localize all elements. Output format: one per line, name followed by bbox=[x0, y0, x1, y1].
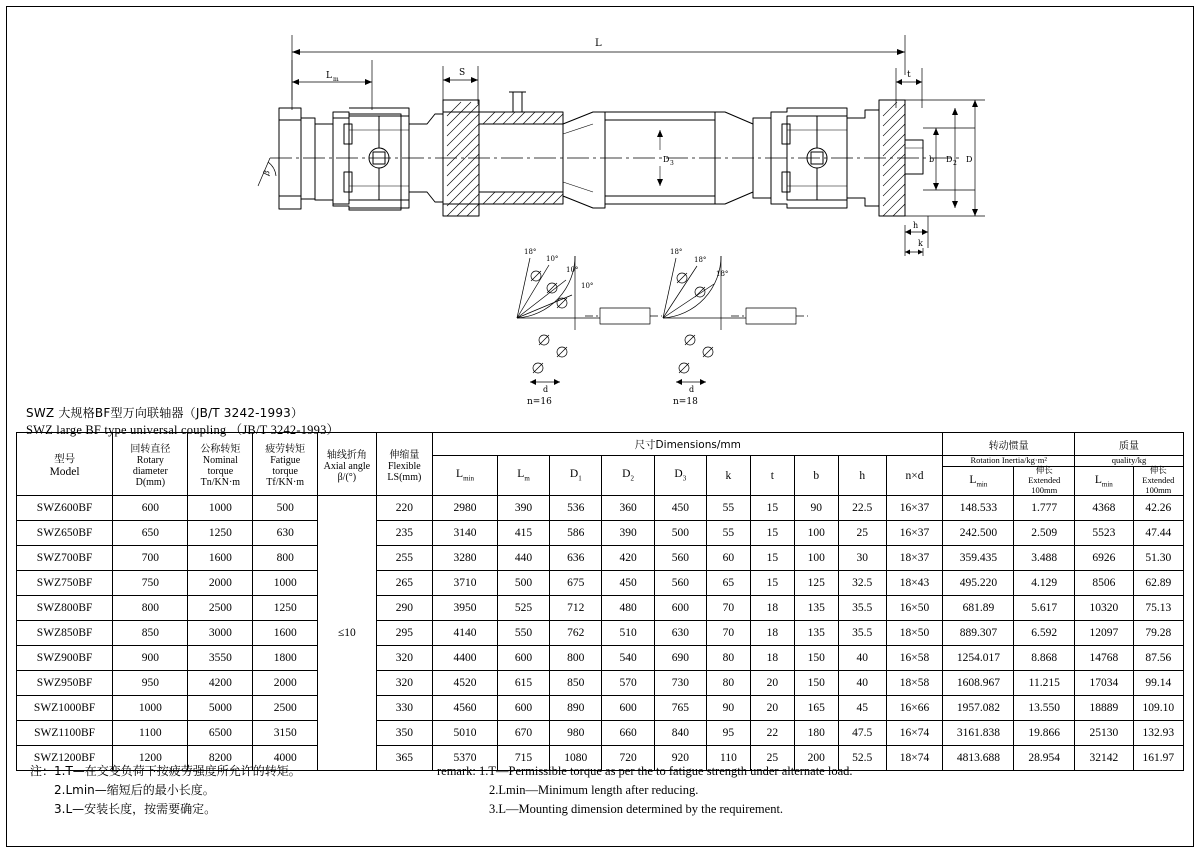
svg-text:m: m bbox=[333, 76, 339, 83]
cell-k: 55 bbox=[706, 521, 750, 546]
cell-inertia-extended: 1.777 bbox=[1014, 496, 1075, 521]
cell-rotary-diameter: 600 bbox=[113, 496, 188, 521]
cell-inertia-extended: 6.592 bbox=[1014, 621, 1075, 646]
table-row[interactable] bbox=[17, 521, 1184, 546]
cell-k: 60 bbox=[706, 546, 750, 571]
cell-b: 180 bbox=[794, 721, 838, 746]
cell-d3: 690 bbox=[654, 646, 706, 671]
cell-b: 135 bbox=[794, 596, 838, 621]
svg-text:S: S bbox=[459, 68, 466, 78]
cell-lm: 550 bbox=[497, 621, 549, 646]
table-row[interactable] bbox=[17, 721, 1184, 746]
cell-inertia-lmin: 4813.688 bbox=[943, 746, 1014, 771]
table-row[interactable] bbox=[17, 646, 1184, 671]
title-english: SWZ large BF type universal coupling （JB/T 3242-1993） bbox=[26, 423, 340, 437]
cell-lmin: 4400 bbox=[433, 646, 498, 671]
svg-text:2: 2 bbox=[953, 160, 957, 167]
cell-h: 32.5 bbox=[838, 571, 886, 596]
cell-nominal-torque: 4200 bbox=[188, 671, 253, 696]
cell-quality-lmin: 12097 bbox=[1075, 621, 1134, 646]
cell-b: 100 bbox=[794, 521, 838, 546]
cell-rotary-diameter: 950 bbox=[113, 671, 188, 696]
cell-d1: 536 bbox=[550, 496, 602, 521]
cell-quality-extended: 75.13 bbox=[1133, 596, 1183, 621]
cell-d3: 500 bbox=[654, 521, 706, 546]
cell-quality-lmin: 18889 bbox=[1075, 696, 1134, 721]
cell-flexible: 295 bbox=[376, 621, 432, 646]
cell-model: SWZ750BF bbox=[17, 571, 113, 596]
cell-b: 90 bbox=[794, 496, 838, 521]
th-nxd: n×d bbox=[886, 456, 943, 496]
cell-d3: 730 bbox=[654, 671, 706, 696]
note-en-2: 2.Lmin—Minimum length after reducing. bbox=[489, 783, 699, 797]
cell-h: 47.5 bbox=[838, 721, 886, 746]
table-row[interactable] bbox=[17, 621, 1184, 646]
svg-text:b: b bbox=[929, 155, 935, 164]
cell-k: 55 bbox=[706, 496, 750, 521]
table-row[interactable] bbox=[17, 546, 1184, 571]
cell-flexible: 235 bbox=[376, 521, 432, 546]
cell-d3: 600 bbox=[654, 596, 706, 621]
cell-lmin: 4520 bbox=[433, 671, 498, 696]
svg-text:D: D bbox=[966, 155, 973, 164]
cell-b: 125 bbox=[794, 571, 838, 596]
cell-d2: 720 bbox=[602, 746, 654, 771]
cell-t: 15 bbox=[750, 571, 794, 596]
svg-text:3: 3 bbox=[670, 160, 674, 167]
note-cn-2: 2.Lmin—缩短后的最小长度。 bbox=[54, 783, 215, 797]
cell-d2: 600 bbox=[602, 696, 654, 721]
cell-h: 35.5 bbox=[838, 621, 886, 646]
cell-b: 150 bbox=[794, 671, 838, 696]
cell-inertia-extended: 3.488 bbox=[1014, 546, 1075, 571]
cell-quality-extended: 51.30 bbox=[1133, 546, 1183, 571]
cell-nominal-torque: 2500 bbox=[188, 596, 253, 621]
cell-fatigue-torque: 630 bbox=[253, 521, 318, 546]
cell-model: SWZ1200BF bbox=[17, 746, 113, 771]
cell-model: SWZ850BF bbox=[17, 621, 113, 646]
cell-lmin: 3140 bbox=[433, 521, 498, 546]
svg-text:10°: 10° bbox=[581, 282, 594, 290]
th-t: t bbox=[750, 456, 794, 496]
cell-t: 18 bbox=[750, 646, 794, 671]
cell-model: SWZ1100BF bbox=[17, 721, 113, 746]
table-row[interactable] bbox=[17, 596, 1184, 621]
svg-text:h: h bbox=[913, 221, 919, 230]
cell-lmin: 4560 bbox=[433, 696, 498, 721]
cell-fatigue-torque: 1600 bbox=[253, 621, 318, 646]
cell-fatigue-torque: 800 bbox=[253, 546, 318, 571]
svg-text:d: d bbox=[543, 385, 549, 394]
cell-nxd: 16×58 bbox=[886, 646, 943, 671]
cell-rotary-diameter: 850 bbox=[113, 621, 188, 646]
cell-d1: 712 bbox=[550, 596, 602, 621]
cell-quality-extended: 87.56 bbox=[1133, 646, 1183, 671]
cell-quality-lmin: 8506 bbox=[1075, 571, 1134, 596]
cell-quality-lmin: 5523 bbox=[1075, 521, 1134, 546]
cell-quality-lmin: 4368 bbox=[1075, 496, 1134, 521]
th-inertia-unit: Rotation Inertia/kg·m² bbox=[943, 456, 1075, 467]
cell-t: 15 bbox=[750, 496, 794, 521]
cell-h: 40 bbox=[838, 646, 886, 671]
cell-flexible: 365 bbox=[376, 746, 432, 771]
cell-rotary-diameter: 750 bbox=[113, 571, 188, 596]
svg-text:18°: 18° bbox=[716, 270, 729, 278]
cell-nxd: 16×74 bbox=[886, 721, 943, 746]
cell-rotary-diameter: 1100 bbox=[113, 721, 188, 746]
cell-inertia-extended: 5.617 bbox=[1014, 596, 1075, 621]
svg-text:D: D bbox=[946, 155, 953, 164]
cell-d2: 540 bbox=[602, 646, 654, 671]
svg-text:n=16: n=16 bbox=[527, 397, 552, 407]
cell-quality-extended: 47.44 bbox=[1133, 521, 1183, 546]
cell-quality-extended: 99.14 bbox=[1133, 671, 1183, 696]
table-row[interactable] bbox=[17, 671, 1184, 696]
cell-inertia-lmin: 148.533 bbox=[943, 496, 1014, 521]
cell-lm: 670 bbox=[497, 721, 549, 746]
cell-fatigue-torque: 3150 bbox=[253, 721, 318, 746]
svg-text:10°: 10° bbox=[566, 266, 579, 274]
th-dimensions-group: 尺寸Dimensions/mm bbox=[433, 433, 943, 456]
cell-lm: 715 bbox=[497, 746, 549, 771]
spec-table-wrapper bbox=[16, 432, 1184, 771]
cell-model: SWZ950BF bbox=[17, 671, 113, 696]
cell-t: 20 bbox=[750, 671, 794, 696]
cell-inertia-extended: 2.509 bbox=[1014, 521, 1075, 546]
cell-h: 52.5 bbox=[838, 746, 886, 771]
cell-nxd: 18×43 bbox=[886, 571, 943, 596]
cell-rotary-diameter: 900 bbox=[113, 646, 188, 671]
cell-d1: 586 bbox=[550, 521, 602, 546]
cell-h: 30 bbox=[838, 546, 886, 571]
svg-text:D: D bbox=[663, 155, 670, 164]
cell-flexible: 290 bbox=[376, 596, 432, 621]
svg-text:β: β bbox=[261, 168, 272, 177]
cell-d1: 980 bbox=[550, 721, 602, 746]
cell-fatigue-torque: 1000 bbox=[253, 571, 318, 596]
cell-h: 22.5 bbox=[838, 496, 886, 521]
cell-fatigue-torque: 2500 bbox=[253, 696, 318, 721]
cell-model: SWZ700BF bbox=[17, 546, 113, 571]
cell-nominal-torque: 3550 bbox=[188, 646, 253, 671]
cell-model: SWZ800BF bbox=[17, 596, 113, 621]
th-d3: $D_3$ bbox=[654, 456, 706, 496]
cell-k: 90 bbox=[706, 696, 750, 721]
cell-d3: 450 bbox=[654, 496, 706, 521]
cell-rotary-diameter: 650 bbox=[113, 521, 188, 546]
cell-inertia-extended: 19.866 bbox=[1014, 721, 1075, 746]
th-axial-angle: 轴线折角 Axial angle β/(°) bbox=[318, 433, 377, 496]
title-chinese: SWZ 大规格BF型万向联轴器（JB/T 3242-1993） bbox=[26, 406, 304, 420]
cell-t: 20 bbox=[750, 696, 794, 721]
cell-inertia-lmin: 242.500 bbox=[943, 521, 1014, 546]
cell-nominal-torque: 2000 bbox=[188, 571, 253, 596]
cell-b: 100 bbox=[794, 546, 838, 571]
cell-quality-extended: 161.97 bbox=[1133, 746, 1183, 771]
cell-lmin: 5010 bbox=[433, 721, 498, 746]
cell-lmin: 4140 bbox=[433, 621, 498, 646]
cell-nominal-torque: 8200 bbox=[188, 746, 253, 771]
cell-h: 35.5 bbox=[838, 596, 886, 621]
cell-inertia-extended: 11.215 bbox=[1014, 671, 1075, 696]
th-lm: $L_m$ bbox=[497, 456, 549, 496]
th-h: h bbox=[838, 456, 886, 496]
cell-nominal-torque: 1250 bbox=[188, 521, 253, 546]
th-inertia-extended: 伸长 Extended 100mm bbox=[1014, 466, 1075, 496]
cell-inertia-lmin: 3161.838 bbox=[943, 721, 1014, 746]
note-en-3: 3.L—Mounting dimension determined by the requirement. bbox=[489, 802, 784, 816]
spec-table bbox=[16, 432, 1184, 771]
cell-flexible: 330 bbox=[376, 696, 432, 721]
cell-lm: 415 bbox=[497, 521, 549, 546]
cell-h: 40 bbox=[838, 671, 886, 696]
cell-d2: 390 bbox=[602, 521, 654, 546]
cell-quality-lmin: 17034 bbox=[1075, 671, 1134, 696]
cell-d3: 920 bbox=[654, 746, 706, 771]
cell-fatigue-torque: 500 bbox=[253, 496, 318, 521]
svg-text:18°: 18° bbox=[524, 248, 537, 256]
cell-t: 18 bbox=[750, 621, 794, 646]
cell-lm: 600 bbox=[497, 696, 549, 721]
cell-d3: 630 bbox=[654, 621, 706, 646]
cell-inertia-lmin: 359.435 bbox=[943, 546, 1014, 571]
cell-nxd: 16×50 bbox=[886, 596, 943, 621]
note-cn-3: 3.L—安装长度，按需要确定。 bbox=[54, 802, 217, 816]
svg-text:18°: 18° bbox=[670, 248, 683, 256]
cell-quality-extended: 79.28 bbox=[1133, 621, 1183, 646]
svg-text:10°: 10° bbox=[546, 255, 559, 263]
th-quality-unit: quality/kg bbox=[1075, 456, 1184, 467]
cell-model: SWZ650BF bbox=[17, 521, 113, 546]
svg-text:d: d bbox=[689, 385, 695, 394]
cell-lmin: 3950 bbox=[433, 596, 498, 621]
table-row[interactable] bbox=[17, 571, 1184, 596]
th-inertia-lmin: $L_{min}$ bbox=[943, 466, 1014, 496]
cell-inertia-lmin: 681.89 bbox=[943, 596, 1014, 621]
th-quality-group: 质量 bbox=[1075, 433, 1184, 456]
note-cn-1: 注：1.T—在交变负荷下按疲劳强度所允许的转矩。 bbox=[30, 764, 301, 778]
cell-d2: 510 bbox=[602, 621, 654, 646]
cell-nominal-torque: 6500 bbox=[188, 721, 253, 746]
cell-k: 110 bbox=[706, 746, 750, 771]
spec-table-body bbox=[17, 496, 1184, 771]
cell-d2: 660 bbox=[602, 721, 654, 746]
th-nominal-torque: 公称转矩 Nominal torque Tn/KN·m bbox=[188, 433, 253, 496]
th-inertia-group: 转动惯量 bbox=[943, 433, 1075, 456]
cell-nxd: 16×66 bbox=[886, 696, 943, 721]
cell-inertia-extended: 13.550 bbox=[1014, 696, 1075, 721]
cell-quality-lmin: 10320 bbox=[1075, 596, 1134, 621]
cell-d2: 570 bbox=[602, 671, 654, 696]
th-b: b bbox=[794, 456, 838, 496]
cell-lm: 500 bbox=[497, 571, 549, 596]
cell-fatigue-torque: 4000 bbox=[253, 746, 318, 771]
note-en-1: remark: 1.T—Permissible torque as per the to fatigue strength under alternate load. bbox=[437, 764, 853, 778]
cell-nxd: 16×37 bbox=[886, 496, 943, 521]
th-model: 型号 Model bbox=[17, 433, 113, 496]
th-fatigue-torque: 疲劳转矩 Fatigue torque Tf/KN·m bbox=[253, 433, 318, 496]
cell-d1: 1080 bbox=[550, 746, 602, 771]
th-k: k bbox=[706, 456, 750, 496]
th-d2: $D_2$ bbox=[602, 456, 654, 496]
cell-inertia-lmin: 1254.017 bbox=[943, 646, 1014, 671]
cell-inertia-lmin: 1957.082 bbox=[943, 696, 1014, 721]
cell-lmin: 2980 bbox=[433, 496, 498, 521]
cell-quality-extended: 42.26 bbox=[1133, 496, 1183, 521]
cell-inertia-lmin: 889.307 bbox=[943, 621, 1014, 646]
cell-b: 135 bbox=[794, 621, 838, 646]
cell-d1: 800 bbox=[550, 646, 602, 671]
th-flexible: 伸缩量 Flexible LS(mm) bbox=[376, 433, 432, 496]
cell-nxd: 18×74 bbox=[886, 746, 943, 771]
cell-nominal-torque: 5000 bbox=[188, 696, 253, 721]
cell-lm: 525 bbox=[497, 596, 549, 621]
cell-quality-lmin: 6926 bbox=[1075, 546, 1134, 571]
cell-inertia-extended: 4.129 bbox=[1014, 571, 1075, 596]
cell-flexible: 265 bbox=[376, 571, 432, 596]
cell-k: 65 bbox=[706, 571, 750, 596]
cell-axial-angle: ≤10 bbox=[318, 496, 377, 771]
th-d1: $D_1$ bbox=[550, 456, 602, 496]
cell-flexible: 350 bbox=[376, 721, 432, 746]
cell-inertia-lmin: 1608.967 bbox=[943, 671, 1014, 696]
cell-d2: 360 bbox=[602, 496, 654, 521]
cell-nxd: 18×58 bbox=[886, 671, 943, 696]
cell-fatigue-torque: 2000 bbox=[253, 671, 318, 696]
cell-d1: 890 bbox=[550, 696, 602, 721]
cell-d1: 675 bbox=[550, 571, 602, 596]
cell-b: 165 bbox=[794, 696, 838, 721]
svg-text:k: k bbox=[918, 239, 923, 248]
cell-lmin: 3710 bbox=[433, 571, 498, 596]
cell-rotary-diameter: 1000 bbox=[113, 696, 188, 721]
notes-chinese bbox=[30, 762, 301, 819]
cell-k: 70 bbox=[706, 596, 750, 621]
cell-quality-lmin: 14768 bbox=[1075, 646, 1134, 671]
cell-d3: 560 bbox=[654, 546, 706, 571]
cell-nxd: 18×50 bbox=[886, 621, 943, 646]
cell-nominal-torque: 1600 bbox=[188, 546, 253, 571]
cell-h: 25 bbox=[838, 521, 886, 546]
cell-quality-extended: 109.10 bbox=[1133, 696, 1183, 721]
th-lmin: $L_{min}$ bbox=[433, 456, 498, 496]
svg-text:L: L bbox=[326, 71, 332, 81]
cell-t: 15 bbox=[750, 521, 794, 546]
table-row[interactable] bbox=[17, 496, 1184, 521]
cell-k: 70 bbox=[706, 621, 750, 646]
cell-inertia-lmin: 495.220 bbox=[943, 571, 1014, 596]
cell-t: 18 bbox=[750, 596, 794, 621]
cell-d3: 560 bbox=[654, 571, 706, 596]
cell-lm: 440 bbox=[497, 546, 549, 571]
cell-fatigue-torque: 1800 bbox=[253, 646, 318, 671]
cell-rotary-diameter: 700 bbox=[113, 546, 188, 571]
cell-quality-lmin: 32142 bbox=[1075, 746, 1134, 771]
cell-d1: 762 bbox=[550, 621, 602, 646]
cell-t: 25 bbox=[750, 746, 794, 771]
cell-nominal-torque: 3000 bbox=[188, 621, 253, 646]
cell-t: 15 bbox=[750, 546, 794, 571]
cell-flexible: 320 bbox=[376, 646, 432, 671]
cell-flexible: 220 bbox=[376, 496, 432, 521]
cell-nominal-torque: 1000 bbox=[188, 496, 253, 521]
cell-d3: 840 bbox=[654, 721, 706, 746]
cell-d1: 636 bbox=[550, 546, 602, 571]
cell-lm: 390 bbox=[497, 496, 549, 521]
cell-lmin: 5370 bbox=[433, 746, 498, 771]
th-quality-extended: 伸长 Extended 100mm bbox=[1133, 466, 1183, 496]
cell-k: 80 bbox=[706, 671, 750, 696]
svg-text:18°: 18° bbox=[694, 256, 707, 264]
cell-quality-lmin: 25130 bbox=[1075, 721, 1134, 746]
cell-d2: 420 bbox=[602, 546, 654, 571]
cell-k: 80 bbox=[706, 646, 750, 671]
cell-lm: 600 bbox=[497, 646, 549, 671]
cell-model: SWZ1000BF bbox=[17, 696, 113, 721]
cell-inertia-extended: 28.954 bbox=[1014, 746, 1075, 771]
svg-text:t: t bbox=[907, 70, 911, 80]
cell-model: SWZ600BF bbox=[17, 496, 113, 521]
cell-rotary-diameter: 1200 bbox=[113, 746, 188, 771]
cell-k: 95 bbox=[706, 721, 750, 746]
cell-model: SWZ900BF bbox=[17, 646, 113, 671]
cell-d2: 480 bbox=[602, 596, 654, 621]
notes-english bbox=[437, 762, 853, 819]
cell-nxd: 18×37 bbox=[886, 546, 943, 571]
cell-d1: 850 bbox=[550, 671, 602, 696]
cell-b: 200 bbox=[794, 746, 838, 771]
cell-quality-extended: 132.93 bbox=[1133, 721, 1183, 746]
cell-d2: 450 bbox=[602, 571, 654, 596]
cell-rotary-diameter: 800 bbox=[113, 596, 188, 621]
cell-b: 150 bbox=[794, 646, 838, 671]
cell-t: 22 bbox=[750, 721, 794, 746]
cell-lmin: 3280 bbox=[433, 546, 498, 571]
th-rotary-diameter: 回转直径 Rotary diameter D(mm) bbox=[113, 433, 188, 496]
table-row[interactable] bbox=[17, 696, 1184, 721]
cell-fatigue-torque: 1250 bbox=[253, 596, 318, 621]
cell-d3: 765 bbox=[654, 696, 706, 721]
technical-drawing bbox=[0, 0, 1200, 420]
cell-flexible: 255 bbox=[376, 546, 432, 571]
svg-text:L: L bbox=[595, 38, 602, 49]
cell-quality-extended: 62.89 bbox=[1133, 571, 1183, 596]
svg-text:n=18: n=18 bbox=[673, 397, 698, 407]
cell-flexible: 320 bbox=[376, 671, 432, 696]
th-quality-lmin: $L_{min}$ bbox=[1075, 466, 1134, 496]
cell-nxd: 16×37 bbox=[886, 521, 943, 546]
cell-inertia-extended: 8.868 bbox=[1014, 646, 1075, 671]
cell-lm: 615 bbox=[497, 671, 549, 696]
cell-h: 45 bbox=[838, 696, 886, 721]
